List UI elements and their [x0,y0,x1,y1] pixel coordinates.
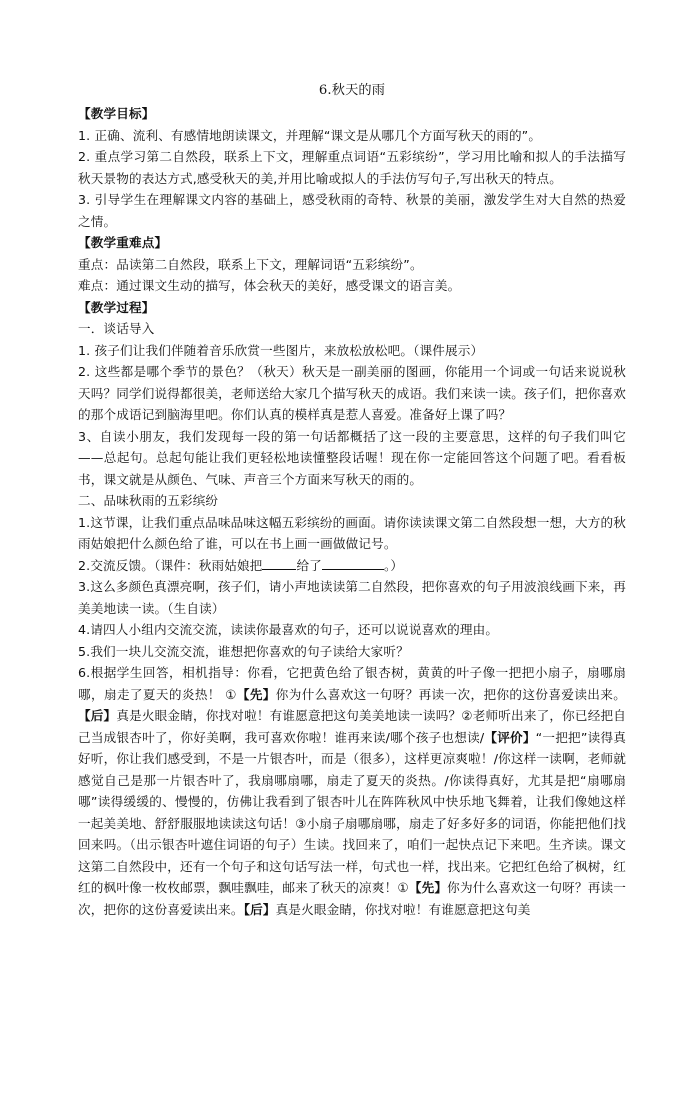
part2-item-2 [78,555,626,577]
goal-item-1: 1. 正确、流利、有感情地朗读课文，并理解“课文是从哪几个方面写秋天的雨的”。 [78,127,542,143]
goal-item-2: 2. 重点学习第二自然段，联系上下文，理解重点词语“五彩缤纷”，学习用比喻和拟人的手法描写秋天景物的表达方式,感受秋天的美,并用比喻或拟人的手法仿写句子,写出秋天的特点。 [78,149,626,186]
part1-item-2: 2. 这些都是哪个季节的景色？（秋天）秋天是一副美丽的图画，你能用一个词或一句话来说说秋天吗？同学们说得都很美，老师送给大家几个描写秋天的成语。我们来读一读。孩子们，把你喜欢的那个成语记到脑海里吧。你们认真的模样真是惹人喜爱。准备好上课了吗？ [78,364,626,422]
part2-item-5: 5.我们一块儿交流交流，谁想把你喜欢的句子读给大家听？ [78,643,409,659]
item6-text-1: 6.根据学生回答，相机指导：你看，它把黄色给了银杏树，黄黄的叶子像一把把小扇子，扇哪扇哪，扇走了夏天的炎热！ ① [78,665,626,702]
item6-text-4: “一把把”读得真好听，你让我们感受到，不是一片银杏叶，而是（很多），这样更凉爽啦！/你这样一读啊，老师就感觉自己是那一片银杏叶了，我扇哪扇哪，扇走了夏天的炎热。/你读得真好，尤其是把“扇哪扇哪”读得缓缓的、慢慢的，仿佛让我看到了银杏叶儿在阵阵秋风中快乐地飞舞着，让我们像她这样一起美美地、舒舒服服地读读这句话！③小扇子扇哪扇哪，扇走了好多好多的词语，你能把他们找回来吗。（出示银杏叶遮住词语的句子）生读。找回来了，咱们一起快点记下来吧。生齐读。课文这第二自然段中，还有一个句子和这句话写法一样，句式也一样，找出来。它把红色给了枫树，红红的枫叶像一枚枚邮票，飘哇飘哇，邮来了秋天的凉爽！① [78,729,627,895]
part2-item-2-text-a: 2.交流反馈。（课件：秋雨姑娘把 [78,557,263,573]
part2-item-6 [78,662,626,920]
part2-item-4: 4.请四人小组内交流交流，读读你最喜欢的句子，还可以说说喜欢的理由。 [78,622,499,637]
item6-tag-first-2: 【先】 [408,880,448,895]
item6-text-3: 真是火眼金睛，你找对啦！有谁愿意把这句美美地读一读吗？②老师听出来了，你已经把自己当成银杏叶了，你好美啊，我可喜欢你啦！谁再来读/哪个孩子也想读/ [78,708,626,745]
goals-heading: 【教学目标】 [78,106,155,121]
part2-item-2-text-c: 。） [383,557,404,573]
item6-text-6: 真是火眼金睛，你找对啦！有谁愿意把这句美 [275,901,531,917]
key-point-difficulty: 难点：通过课文生动的描写，体会秋天的美好，感受课文的语言美。 [78,278,461,293]
page-title: 6.秋天的雨 [318,83,386,98]
fill-blank-1 [262,555,296,570]
item6-tag-after: 【后】 [78,708,117,723]
part1-heading: 一．谈话导入 [78,321,155,336]
item6-text-2: 你为什么喜欢这一句呀？再读一次，把你的这份喜爱读出来。 [275,686,627,702]
item6-tag-evaluation: 【评价】 [484,729,536,745]
part1-item-3: 3、自读小朋友，我们发现每一段的第一句话都概括了这一段的主要意思，这样的句子我们叫它——总起句。总起句能让我们更轻松地读懂整段话喔！现在你一定能回答这个问题了吧。看看板书，课文就是从颜色、气味、声音三个方面来写秋天的雨的。 [78,428,626,487]
goal-item-3: 3. 引导学生在理解课文内容的基础上，感受秋雨的奇特、秋景的美丽，激发学生对大自然的热爱之情。 [78,192,626,229]
part2-heading: 二、品味秋雨的五彩缤纷 [78,493,219,508]
process-heading: 【教学过程】 [78,299,155,315]
item6-text-5: 你为什么喜欢这一句呀？再读一次，把你的这份喜爱读出来。 [78,880,626,917]
item6-tag-first: 【先】 [236,686,276,702]
part1-item-1: 1. 孩子们让我们伴随着音乐欣赏一些图片，来放松放松吧。（课件展示） [78,342,484,358]
document-page [78,80,626,920]
key-points-heading: 【教学重难点】 [78,235,168,250]
part2-item-1: 1.这节课，让我们重点品味品味这幅五彩缤纷的画面。请你读读课文第二自然段想一想，大方的秋雨姑娘把什么颜色给了谁，可以在书上画一画做做记号。 [78,514,626,551]
key-point-focus: 重点：品读第二自然段，联系上下文，理解词语“五彩缤纷”。 [78,256,423,272]
part2-item-2-text-b: 给了 [296,557,322,573]
fill-blank-2 [322,555,384,570]
part2-item-3: 3.这么多颜色真漂亮啊，孩子们，请小声地读读第二自然段，把你喜欢的句子用波浪线画下来，再美美地读一读。（生自读） [78,579,626,616]
item6-tag-after-2: 【后】 [243,901,276,917]
